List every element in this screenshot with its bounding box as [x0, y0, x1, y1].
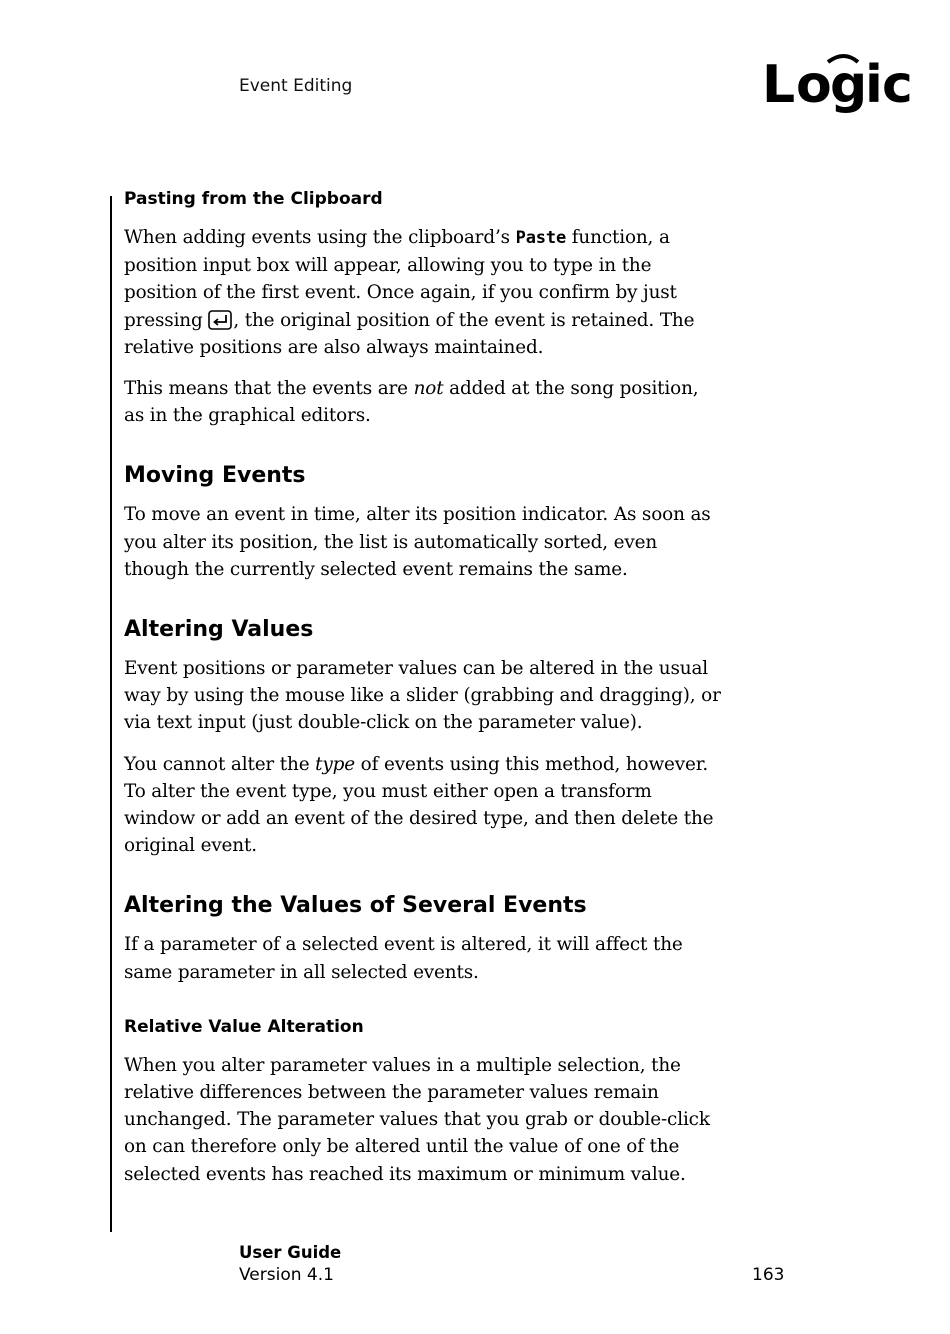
running-head: Event Editing [239, 76, 353, 96]
heading-moving-events: Moving Events [124, 463, 306, 489]
svg-text:o: o [796, 55, 832, 115]
svg-text:g: g [830, 55, 868, 115]
page-number: 163 [752, 1265, 785, 1285]
logic-logo [762, 52, 922, 124]
return-key-icon [208, 310, 232, 330]
footer-version: Version 4.1 [239, 1265, 334, 1285]
paragraph-several: If a parameter of a selected event is altered, it will affect the same parameter in all selected events. [124, 934, 683, 983]
paragraph-moving: To move an event in time, alter its position indicator. As soon as you alter its position, the list is automatically sorted, even though the currently selected event remains the same. [124, 504, 711, 580]
page-content [124, 186, 724, 1202]
paste-keyword: Paste [515, 228, 567, 248]
heading-altering-several: Altering the Values of Several Events [124, 893, 587, 919]
paragraph-altering-2: You cannot alter the type of events using this method, however. To alter the event type, you must either open a transform window or add an event of the desired type, and then delete the original event. [124, 753, 714, 857]
svg-text:c: c [882, 55, 913, 115]
paragraph-relative: When you alter parameter values in a multiple selection, the relative differences between the parameter values remain unchanged. The parameter values that you grab or double-click on can therefore only be altered until the value of one of the selected events has reached its maximum or minimum value. [124, 1054, 710, 1185]
paragraph-pasting-1: When adding events using the clipboard’s Paste function, a position input box will appear, allowing you to type in the position of the first event. Once again, if you confirm by just pressing , the original position of the event is retained. The relative positions are also always maintained. [124, 227, 695, 358]
paragraph-pasting-2: This means that the events are not added at the song position, as in the graphical editors. [124, 378, 699, 427]
svg-text:i: i [865, 55, 883, 115]
heading-altering-values: Altering Values [124, 617, 314, 643]
footer-guide: User Guide [239, 1243, 342, 1262]
paragraph-altering-1: Event positions or parameter values can be altered in the usual way by using the mouse like a slider (grabbing and dragging), or via text input (just double-click on the parameter value). [124, 658, 721, 734]
svg-text:L: L [762, 55, 796, 115]
margin-rule [110, 196, 112, 1232]
subheading-pasting: Pasting from the Clipboard [124, 189, 383, 209]
subheading-relative: Relative Value Alteration [124, 1016, 364, 1037]
